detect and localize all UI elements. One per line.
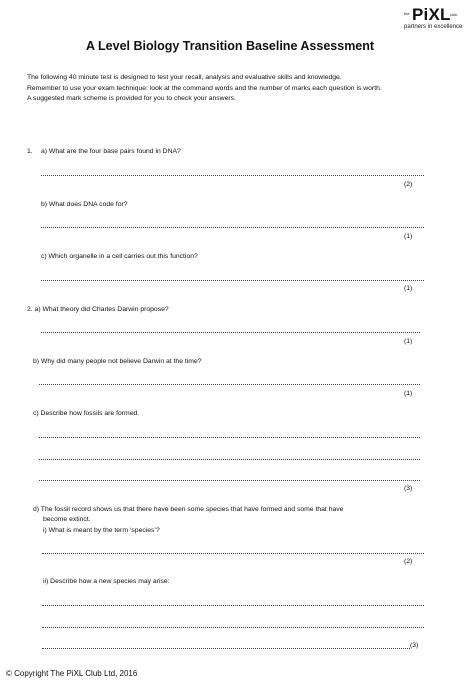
answer-line-2a[interactable]: [41, 332, 420, 333]
question-1c-text: c) Which organelle in a cell carries out this function?: [41, 253, 198, 260]
page-title: A Level Biology Transition Baseline Assessment: [86, 39, 375, 53]
answer-line-1c[interactable]: [41, 280, 424, 281]
marks-1c: (1): [404, 285, 413, 292]
answer-line-2dii-3[interactable]: [42, 648, 410, 649]
answer-line-2dii-1[interactable]: [42, 605, 424, 606]
answer-line-1b[interactable]: [41, 227, 424, 228]
intro-line: The following 40 minute test is designed to test your recall, analysis and evaluative skills and knowledge.: [27, 74, 342, 81]
marks-1a: (2): [404, 181, 413, 188]
logo-the-text: the: [404, 11, 410, 16]
question-2dii-text: ii) Describe how a new species may arise:: [43, 578, 170, 585]
question-1a-text: a) What are the four base pairs found in DNA?: [41, 148, 181, 155]
marks-2c: (3): [404, 485, 413, 492]
answer-line-1a[interactable]: [41, 175, 424, 176]
answer-line-2dii-2[interactable]: [42, 627, 424, 628]
answer-line-2c-1[interactable]: [39, 437, 420, 438]
question-1b-text: b) What does DNA code for?: [41, 201, 128, 208]
logo-club-text: club: [450, 12, 458, 17]
answer-line-2di[interactable]: [42, 553, 424, 554]
question-1-number: 1.: [27, 148, 33, 155]
marks-2b: (1): [404, 390, 413, 397]
intro-line: Remember to use your exam technique: look at the command words and the number of marks each question is worth.: [27, 84, 382, 92]
question-2di-text: i) What is meant by the term ‘species’?: [43, 527, 160, 534]
question-2b-text: b) Why did many people not believe Darwin at the time?: [33, 358, 202, 365]
marks-2di: (2): [404, 558, 413, 565]
marks-2dii: (3): [410, 642, 419, 649]
logo-tagline: partners in excellence: [404, 24, 463, 30]
pixl-logo: PiXL: [412, 5, 451, 24]
intro-paragraph: [27, 73, 457, 105]
answer-line-2c-3[interactable]: [39, 480, 420, 481]
question-2d-text-line1: d) The fossil record shows us that there have been some species that have formed and some that have: [33, 506, 344, 513]
answer-line-2c-2[interactable]: [39, 459, 420, 460]
marks-1b: (1): [404, 233, 413, 240]
intro-line: A suggested mark scheme is provided for you to check your answers.: [27, 95, 236, 103]
question-2a-text: 2. a) What theory did Charles Darwin propose?: [27, 306, 169, 313]
copyright-footer: © Copyright The PiXL Club Ltd, 2016: [6, 669, 138, 678]
question-2c-text: c) Describe how fossils are formed.: [33, 410, 140, 417]
answer-line-2b[interactable]: [39, 384, 420, 385]
marks-2a: (1): [404, 338, 413, 345]
question-2d-text-line2: become extinct.: [43, 516, 91, 523]
